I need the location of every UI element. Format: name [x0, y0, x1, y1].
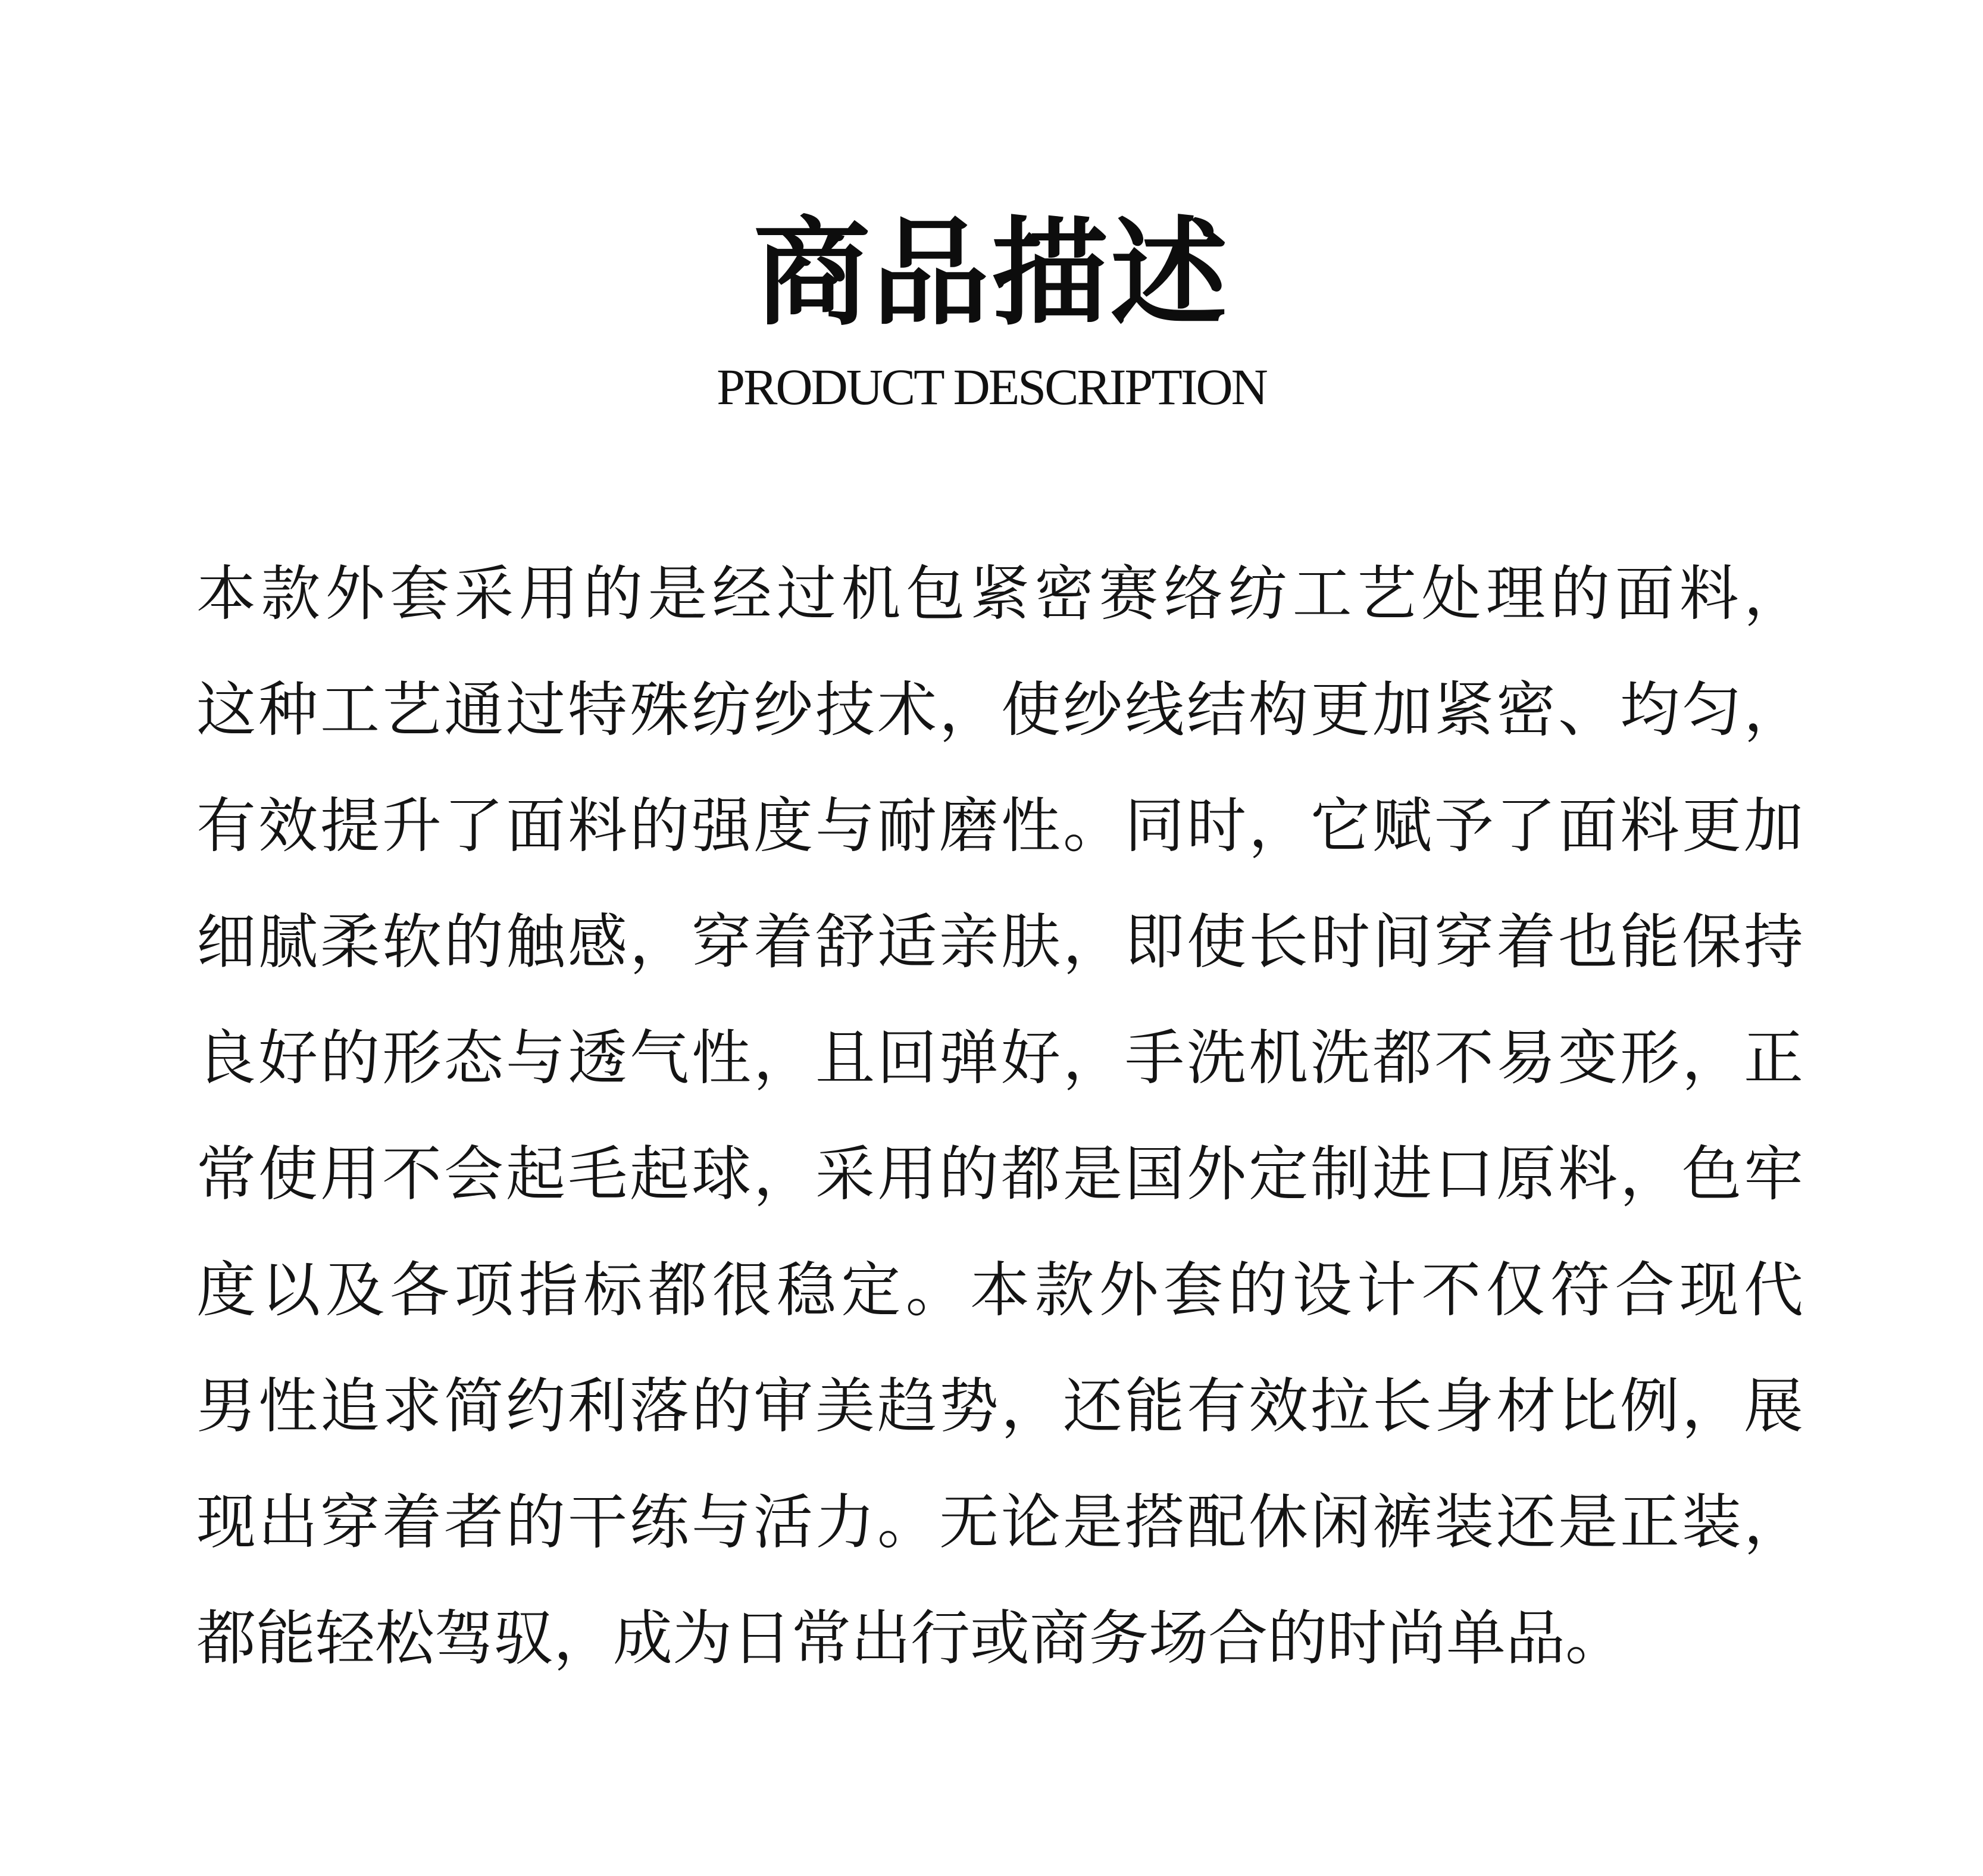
description-line: 现出穿着者的干练与活力。无论是搭配休闲裤装还是正装， [196, 1487, 1803, 1557]
description-line: 常使用不会起毛起球，采用的都是国外定制进口原料，色牢 [196, 1139, 1803, 1209]
description-line: 有效提升了面料的强度与耐磨性。同时，它赋予了面料更加 [196, 791, 1803, 861]
description-line: 这种工艺通过特殊纺纱技术，使纱线结构更加紧密、均匀， [196, 675, 1803, 745]
description-line: 本款外套采用的是经过机包紧密赛络纺工艺处理的面料， [196, 559, 1803, 629]
page-title: 商品描述 [753, 206, 1230, 342]
description-line: 都能轻松驾驭，成为日常出行或商务场合的时尚单品。 [196, 1603, 1625, 1673]
description-line: 男性追求简约利落的审美趋势，还能有效拉长身材比例，展 [196, 1371, 1803, 1441]
description-line: 细腻柔软的触感，穿着舒适亲肤，即使长时间穿着也能保持 [196, 907, 1803, 977]
page-subtitle: PRODUCT DESCRIPTION [717, 358, 1266, 415]
description-line: 良好的形态与透气性，且回弹好，手洗机洗都不易变形，正 [196, 1023, 1803, 1093]
description-body [196, 536, 1803, 1696]
description-line: 度以及各项指标都很稳定。本款外套的设计不仅符合现代 [196, 1255, 1803, 1325]
